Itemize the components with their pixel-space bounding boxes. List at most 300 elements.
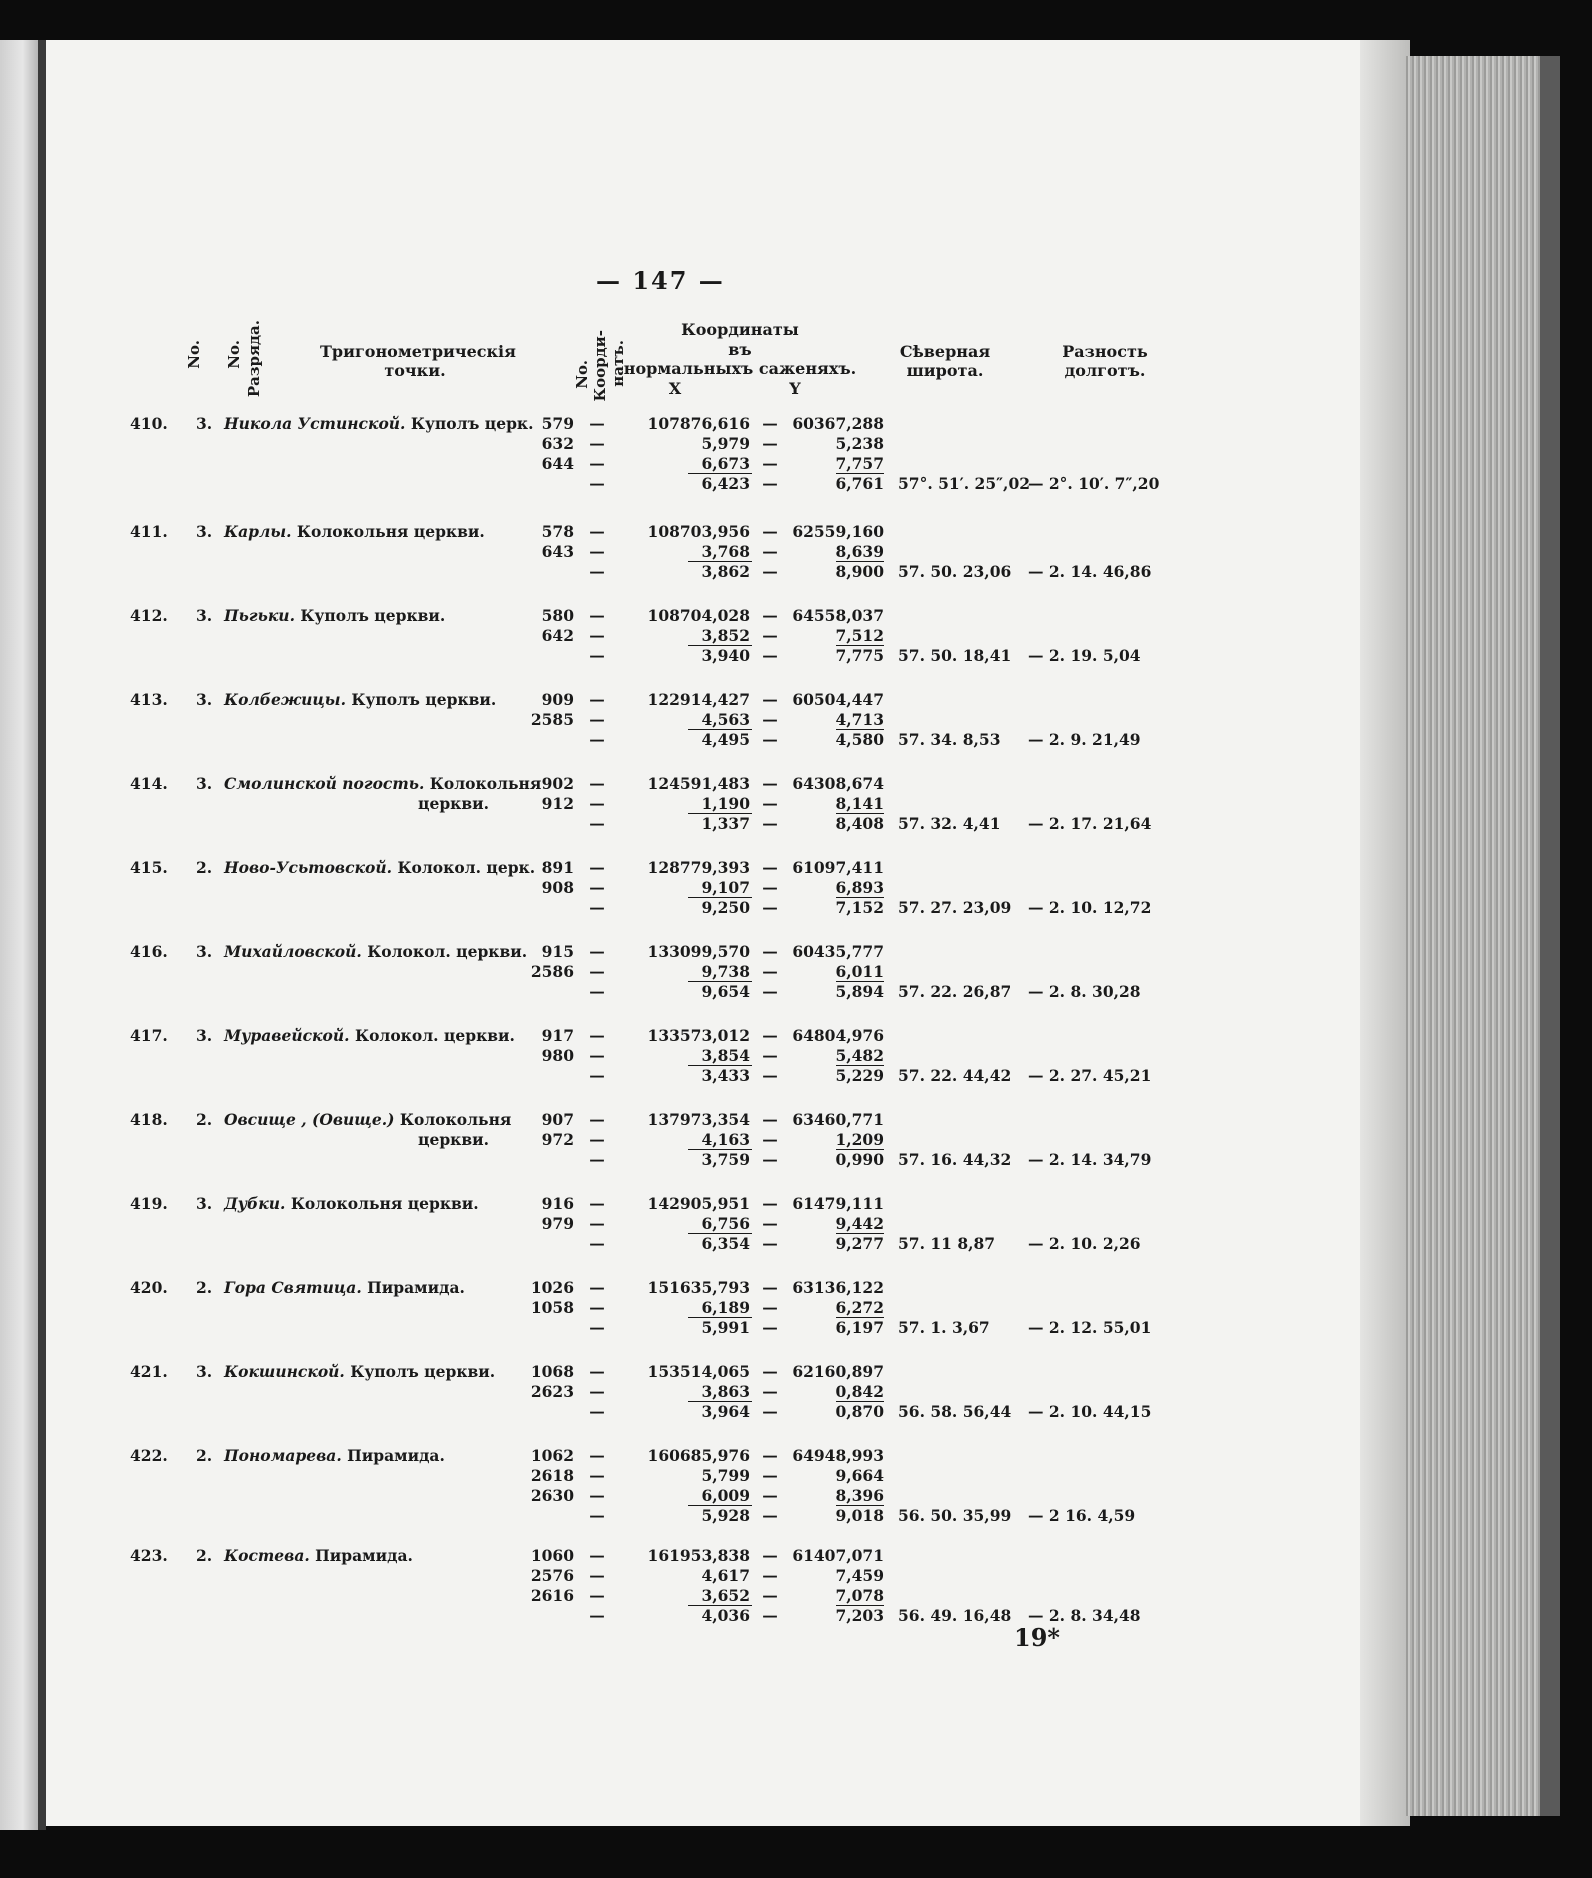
coord-ref-number: 1058 [530,1298,574,1317]
dash: — [762,1486,778,1505]
dash: — [762,710,778,729]
coord-y-value: 6,272 [835,1298,884,1317]
dash: — [589,562,605,581]
dash: — [589,606,605,625]
point-name-italic: Карлы. [224,522,292,541]
coord-y-value: 7,152 [835,898,884,917]
coord-ref-number: 916 [541,1194,574,1213]
point-number: 416. [130,942,168,961]
coord-x-value: 161953,838 [647,1546,750,1565]
coord-ref-number: 580 [541,606,574,625]
dash: — [589,1506,605,1525]
dash: — [589,1278,605,1297]
header-coords-line1: Координаты [681,320,799,339]
point-name [224,414,534,434]
coord-y-value: 4,713 [835,710,884,729]
coord-y-value: 8,639 [835,542,884,561]
sum-rule-y [836,1065,884,1066]
point-name-italic: Дубки. [224,1194,286,1213]
coord-x-value: 137973,354 [647,1110,750,1129]
point-rank: 3. [196,690,213,709]
point-description: Колокол. церк. [397,858,536,877]
coord-y-value: 0,990 [835,1150,884,1169]
dash: — [762,626,778,645]
north-latitude: 57. 50. 23,06 [898,562,1012,581]
coord-y-value: 9,664 [835,1466,884,1485]
point-name [224,606,445,626]
coord-ref-number: 909 [541,690,574,709]
coord-y-value: 0,842 [835,1382,884,1401]
coord-y-value: 5,482 [835,1046,884,1065]
sum-rule-y [836,813,884,814]
coord-ref-number: 579 [541,414,574,433]
point-name [224,774,541,794]
longitude-difference: — 2. 10. 2,26 [1028,1234,1141,1253]
coord-y-value: 7,203 [835,1606,884,1625]
signature-mark: 19* [1014,1623,1060,1652]
north-latitude: 57. 22. 26,87 [898,982,1012,1001]
dash: — [762,1362,778,1381]
sum-rule-y [836,729,884,730]
coord-ref-number: 891 [541,858,574,877]
coord-x-value: 142905,951 [647,1194,750,1213]
coord-ref-number: 2616 [530,1586,574,1605]
dash: — [589,626,605,645]
coord-y-value: 7,512 [835,626,884,645]
coord-x-value: 9,250 [701,898,750,917]
coord-ref-number: 907 [541,1110,574,1129]
coord-x-value: 128779,393 [647,858,750,877]
point-description-cont: церкви. [418,794,490,813]
sum-rule-x [688,1149,752,1150]
dash: — [589,1298,605,1317]
dash: — [589,1402,605,1421]
sum-rule-x [688,1605,752,1606]
point-description: Колокольня [429,774,542,793]
table-row [0,942,1360,1026]
coord-y-value: 0,870 [835,1402,884,1421]
dash: — [762,542,778,561]
point-name-italic: Пьгьки. [224,606,295,625]
coord-x-value: 3,852 [701,626,750,645]
dash: — [589,542,605,561]
coord-x-value: 3,768 [701,542,750,561]
point-rank: 2. [196,1278,213,1297]
coord-y-value: 64804,976 [792,1026,884,1045]
coord-x-value: 122914,427 [647,690,750,709]
dash: — [589,1586,605,1605]
point-name-italic: Никола Устинской. [224,414,406,433]
coord-y-value: 7,078 [835,1586,884,1605]
coord-x-value: 3,964 [701,1402,750,1421]
coord-y-value: 60504,447 [792,690,884,709]
coord-x-value: 5,799 [701,1466,750,1485]
header-coord-no-line3: натъ. [609,340,627,387]
coord-ref-number: 642 [541,626,574,645]
dash: — [762,1026,778,1045]
north-latitude: 57°. 51′. 25″,02 [898,474,1031,493]
dash: — [762,1214,778,1233]
sum-rule-y [836,1505,884,1506]
point-description: Колокольня церкви. [296,522,485,541]
point-name [224,1110,511,1130]
coord-y-value: 9,442 [835,1214,884,1233]
table-row [0,858,1360,942]
header-coords-line3: нормальныхъ саженяхъ. [623,359,857,378]
dash: — [589,1606,605,1625]
dash: — [762,1446,778,1465]
dash: — [589,1214,605,1233]
point-number: 417. [130,1026,168,1045]
point-name-italic: Пономарева. [224,1446,342,1465]
dash: — [589,774,605,793]
coord-y-value: 1,209 [835,1130,884,1149]
sum-rule-x [688,473,752,474]
north-latitude: 57. 32. 4,41 [898,814,1001,833]
coord-x-value: 3,940 [701,646,750,665]
point-rank: 3. [196,606,213,625]
point-number: 423. [130,1546,168,1565]
table-row [0,1446,1360,1530]
point-description: Колокол. церкви. [367,942,528,961]
point-name-italic: Муравейской. [224,1026,350,1045]
page-curl-shadow [1360,40,1410,1826]
point-name [224,1026,515,1046]
dash: — [589,1466,605,1485]
coord-y-value: 6,893 [835,878,884,897]
point-rank: 2. [196,858,213,877]
coord-y-value: 5,894 [835,982,884,1001]
coord-x-value: 3,854 [701,1046,750,1065]
point-number: 410. [130,414,168,433]
longitude-difference: — 2. 8. 34,48 [1028,1606,1141,1625]
header-latitude-line1: Сѣверная [899,342,991,361]
north-latitude: 56. 49. 16,48 [898,1606,1012,1625]
north-latitude: 57. 50. 18,41 [898,646,1012,665]
coord-y-value: 62160,897 [792,1362,884,1381]
dash: — [762,646,778,665]
book-cover-edge [1540,56,1560,1816]
sum-rule-x [688,1401,752,1402]
coord-x-value: 9,654 [701,982,750,1001]
coord-x-value: 3,759 [701,1150,750,1169]
header-points-line2: точки. [384,361,446,380]
dash: — [589,1234,605,1253]
coord-y-value: 8,396 [835,1486,884,1505]
table-row [0,606,1360,690]
coord-x-value: 3,433 [701,1066,750,1085]
dash: — [762,962,778,981]
coord-x-value: 4,563 [701,710,750,729]
point-description: Куполъ церкви. [350,1362,496,1381]
point-name [224,1446,445,1466]
dash: — [762,1586,778,1605]
table-row [0,774,1360,858]
coord-x-value: 153514,065 [647,1362,750,1381]
coord-ref-number: 2630 [530,1486,574,1505]
coord-ref-number: 1062 [530,1446,574,1465]
dash: — [589,898,605,917]
table-row [0,1026,1360,1110]
dash: — [762,878,778,897]
point-name-italic: Гора Святица. [224,1278,362,1297]
book-fore-edge [1406,56,1544,1816]
point-description: Пирамида. [315,1546,413,1565]
table-row [0,1278,1360,1362]
dash: — [589,474,605,493]
coord-x-value: 1,190 [701,794,750,813]
point-name-italic: Костева. [224,1546,310,1565]
point-name [224,1278,465,1298]
point-name [224,522,485,542]
coord-x-value: 9,107 [701,878,750,897]
dash: — [762,1318,778,1337]
dash: — [762,690,778,709]
coord-ref-number: 1068 [530,1362,574,1381]
sum-rule-y [836,1233,884,1234]
dash: — [762,1278,778,1297]
north-latitude: 57. 27. 23,09 [898,898,1012,917]
coord-y-value: 7,459 [835,1566,884,1585]
dash: — [762,1506,778,1525]
header-coord-no-line2: Коорди- [591,330,609,402]
longitude-difference: — 2. 17. 21,64 [1028,814,1152,833]
dash: — [762,434,778,453]
coord-x-value: 108703,956 [647,522,750,541]
sum-rule-y [836,897,884,898]
table-row [0,1194,1360,1278]
dash: — [762,1194,778,1213]
point-rank: 3. [196,774,213,793]
coord-y-value: 64308,674 [792,774,884,793]
dash: — [589,1446,605,1465]
point-rank: 3. [196,522,213,541]
coord-y-value: 61407,071 [792,1546,884,1565]
dash: — [589,1362,605,1381]
sum-rule-x [688,729,752,730]
coord-ref-number: 2576 [530,1566,574,1585]
point-number: 413. [130,690,168,709]
point-description: Колокольня [399,1110,512,1129]
coord-ref-number: 912 [541,794,574,813]
dash: — [589,942,605,961]
dash: — [762,1382,778,1401]
sum-rule-x [688,813,752,814]
longitude-difference: — 2. 12. 55,01 [1028,1318,1152,1337]
coord-ref-number: 578 [541,522,574,541]
dash: — [589,710,605,729]
dash: — [589,454,605,473]
dash: — [589,982,605,1001]
coord-x-value: 3,863 [701,1382,750,1401]
dash: — [762,730,778,749]
point-name-italic: Михайловской. [224,942,362,961]
longitude-difference: — 2. 8. 30,28 [1028,982,1141,1001]
dash: — [762,474,778,493]
coord-ref-number: 980 [541,1046,574,1065]
point-name-italic: Кокшинской. [224,1362,345,1381]
point-number: 412. [130,606,168,625]
north-latitude: 57. 22. 44,42 [898,1066,1012,1085]
coord-y-value: 64558,037 [792,606,884,625]
point-name [224,1362,495,1382]
header-y: Y [789,379,801,398]
coord-x-value: 5,979 [701,434,750,453]
dash: — [589,522,605,541]
table-row [0,1546,1360,1630]
dash: — [589,1566,605,1585]
point-description: Колокольня церкви. [290,1194,479,1213]
coord-ref-number: 972 [541,1130,574,1149]
point-description: Пирамида. [347,1446,445,1465]
sum-rule-x [688,1065,752,1066]
dash: — [762,898,778,917]
north-latitude: 57. 11 8,87 [898,1234,996,1253]
point-number: 420. [130,1278,168,1297]
sum-rule-y [836,1605,884,1606]
table-row [0,522,1360,606]
point-name-italic: Смолинской погость. [224,774,425,793]
dash: — [589,646,605,665]
dash: — [589,814,605,833]
coord-y-value: 5,238 [835,434,884,453]
coord-x-value: 124591,483 [647,774,750,793]
dash: — [762,562,778,581]
dash: — [589,690,605,709]
dash: — [589,1318,605,1337]
coord-x-value: 108704,028 [647,606,750,625]
longitude-difference: — 2. 14. 34,79 [1028,1150,1152,1169]
longitude-difference: — 2. 10. 12,72 [1028,898,1152,917]
coord-ref-number: 2586 [530,962,574,981]
coord-x-value: 6,756 [701,1214,750,1233]
point-number: 419. [130,1194,168,1213]
longitude-difference: — 2. 27. 45,21 [1028,1066,1152,1085]
dash: — [589,878,605,897]
sum-rule-x [688,897,752,898]
coord-ref-number: 915 [541,942,574,961]
sum-rule-y [836,1401,884,1402]
dash: — [589,1194,605,1213]
dash: — [589,1486,605,1505]
coord-ref-number: 644 [541,454,574,473]
coord-y-value: 7,775 [835,646,884,665]
sum-rule-x [688,1505,752,1506]
dash: — [762,1066,778,1085]
dash: — [589,1026,605,1045]
dash: — [589,1546,605,1565]
dash: — [762,1150,778,1169]
coord-ref-number: 2585 [530,710,574,729]
coord-y-value: 8,408 [835,814,884,833]
dash: — [762,1046,778,1065]
dash: — [762,1298,778,1317]
point-description: Куполъ церкви. [300,606,446,625]
dash: — [762,814,778,833]
dash: — [762,522,778,541]
header-rank: Разряда. [245,320,263,398]
sum-rule-y [836,1317,884,1318]
coord-y-value: 9,018 [835,1506,884,1525]
point-name-italic: Овсище , (Овище.) [224,1110,395,1129]
point-name-italic: Колбежицы. [224,690,346,709]
dash: — [762,454,778,473]
coord-y-value: 61479,111 [792,1194,884,1213]
dash: — [589,858,605,877]
table-row [0,414,1360,498]
point-number: 415. [130,858,168,877]
coord-y-value: 61097,411 [792,858,884,877]
point-rank: 3. [196,1026,213,1045]
coord-ref-number: 1060 [530,1546,574,1565]
coord-y-value: 60435,777 [792,942,884,961]
point-rank: 3. [196,1362,213,1381]
longitude-difference: — 2. 10. 44,15 [1028,1402,1152,1421]
sum-rule-x [688,1317,752,1318]
sum-rule-y [836,473,884,474]
dash: — [762,982,778,1001]
dash: — [762,1546,778,1565]
table-row [0,1362,1360,1446]
point-number: 418. [130,1110,168,1129]
coord-ref-number: 2618 [530,1466,574,1485]
coord-x-value: 133099,570 [647,942,750,961]
point-description: Колокол. церкви. [354,1026,515,1045]
north-latitude: 57. 16. 44,32 [898,1150,1012,1169]
longitude-difference: — 2 16. 4,59 [1028,1506,1136,1525]
longitude-difference: — 2. 9. 21,49 [1028,730,1141,749]
dash: — [589,1046,605,1065]
coord-x-value: 5,928 [701,1506,750,1525]
coord-y-value: 63136,122 [792,1278,884,1297]
dash: — [589,1066,605,1085]
coord-y-value: 6,011 [835,962,884,981]
coord-ref-number: 979 [541,1214,574,1233]
point-name [224,690,496,710]
coord-x-value: 133573,012 [647,1026,750,1045]
north-latitude: 56. 58. 56,44 [898,1402,1012,1421]
dash: — [762,1402,778,1421]
coord-ref-number: 643 [541,542,574,561]
dash: — [589,1110,605,1129]
dash: — [589,434,605,453]
dash: — [762,1110,778,1129]
point-rank: 3. [196,414,213,433]
coord-y-value: 62559,160 [792,522,884,541]
coord-y-value: 8,141 [835,794,884,813]
longitude-difference: — 2. 19. 5,04 [1028,646,1141,665]
point-name-italic: Ново-Усьтовской. [224,858,393,877]
coord-ref-number: 632 [541,434,574,453]
point-description: Куполъ церк. [410,414,534,433]
dash: — [589,1382,605,1401]
dash: — [589,794,605,813]
point-number: 411. [130,522,168,541]
coord-y-value: 6,197 [835,1318,884,1337]
header-coord-no: No. [573,360,591,389]
point-rank: 2. [196,1546,213,1565]
dash: — [762,1466,778,1485]
table-row [0,1110,1360,1194]
coord-x-value: 6,189 [701,1298,750,1317]
coord-x-value: 151635,793 [647,1278,750,1297]
sum-rule-y [836,645,884,646]
dash: — [762,1130,778,1149]
coord-x-value: 160685,976 [647,1446,750,1465]
longitude-difference: — 2°. 10′. 7″,20 [1028,474,1160,493]
point-rank: 3. [196,1194,213,1213]
coord-x-value: 3,652 [701,1586,750,1605]
